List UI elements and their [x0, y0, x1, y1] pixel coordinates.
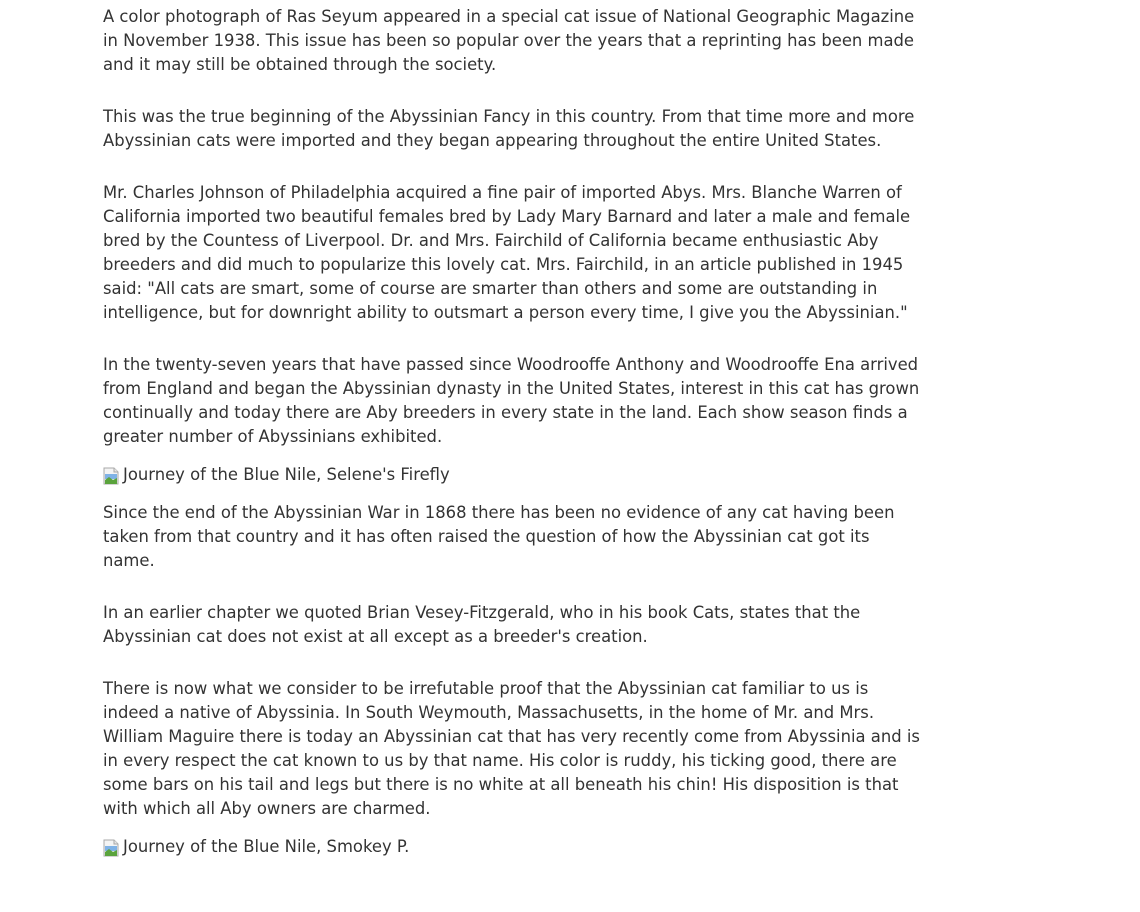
- image-alt-text: Journey of the Blue Nile, Selene's Firefly: [123, 465, 450, 484]
- broken-image-icon: [103, 837, 119, 857]
- broken-image-icon: [103, 465, 119, 485]
- article-body: [103, 5, 925, 873]
- paragraph-national-geographic: A color photograph of Ras Seyum appeared in a special cat issue of National Geographic Magazine in November 1938. This issue has been so popular over the years that a reprinting has been made and it may still be obtained through the society.: [103, 7, 915, 74]
- paragraph-early-breeders: Mr. Charles Johnson of Philadelphia acquired a fine pair of imported Abys. Mrs. Blanche Warren of California imported two beautiful females bred by Lady Mary Barnard and later a male and female bred by the Countess of Liverpool. Dr. and Mrs. Fairchild of California became enthusiastic Aby breeders and did much to popularize this lovely cat. Mrs. Fairchild, in an article published in 1945 said: "All cats are smart, some of course are smarter than others and some are outstanding in intelligence, but for downright ability to outsmart a person every time, I give you the Abyssinian.": [103, 183, 911, 322]
- paragraph-vesey-fitzgerald: In an earlier chapter we quoted Brian Vesey-Fitzgerald, who in his book Cats, states that the Abyssinian cat does not exist at all except as a breeder's creation.: [103, 603, 861, 646]
- cat-photo-selenes-firefly: [103, 463, 925, 487]
- paragraph-twenty-seven-years: In the twenty-seven years that have passed since Woodrooffe Anthony and Woodrooffe Ena arrived from England and began the Abyssinian dynasty in the United States, interest in this cat has grown continually and today there are Aby breeders in every state in the land. Each show season finds a greater number of Abyssinians exhibited.: [103, 355, 920, 446]
- cat-photo-smokey-p: [103, 835, 925, 859]
- paragraph-irrefutable-proof: There is now what we consider to be irrefutable proof that the Abyssinian cat familiar to us is indeed a native of Abyssinia. In South Weymouth, Massachusetts, in the home of Mr. and Mrs. William Maguire there is today an Abyssinian cat that has very recently come from Abyssinia and is in every respect the cat known to us by that name. His color is ruddy, his ticking good, there are some bars on his tail and legs but there is no white at all beneath his chin! His disposition is that with which all Aby owners are charmed.: [103, 679, 920, 818]
- image-alt-text: Journey of the Blue Nile, Smokey P.: [123, 837, 410, 856]
- paragraph-abyssinian-war: Since the end of the Abyssinian War in 1868 there has been no evidence of any cat having been taken from that country and it has often raised the question of how the Abyssinian cat got its name.: [103, 503, 895, 570]
- paragraph-beginning-of-fancy: This was the true beginning of the Abyssinian Fancy in this country. From that time more and more Abyssinian cats were imported and they began appearing throughout the entire United States.: [103, 107, 915, 150]
